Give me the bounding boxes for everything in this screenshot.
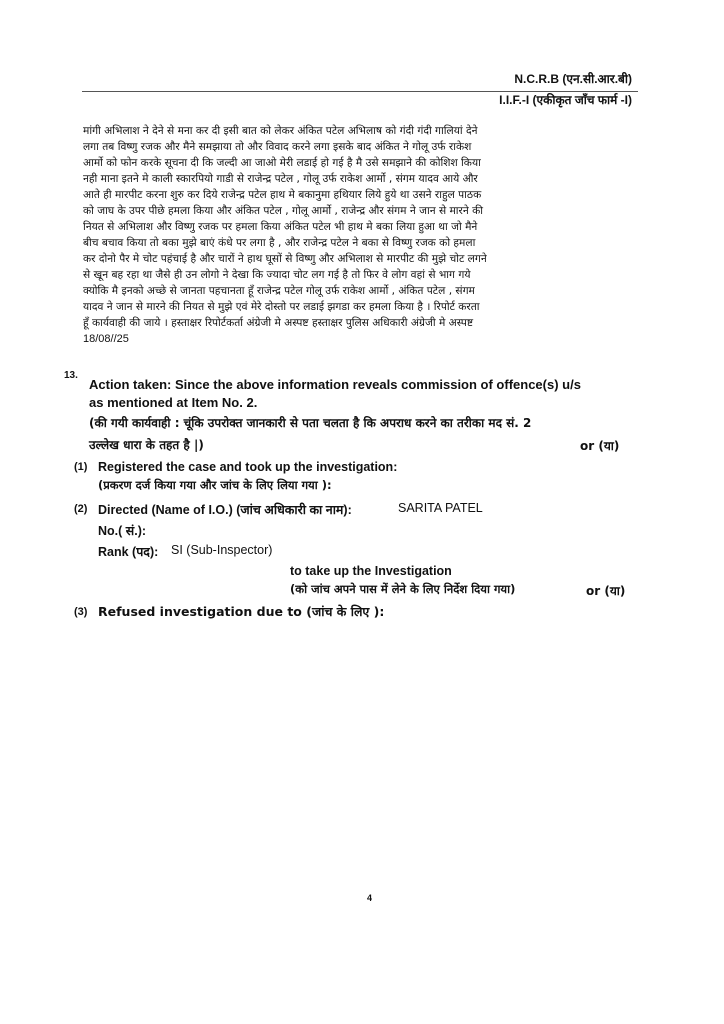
statement-line: बीच बचाव किया तो बका मुझे बाएं कंधे पर लगा है , और राजेन्द्र पटेल ने बका से विष्णु रजक को हमला bbox=[83, 237, 476, 249]
header-divider bbox=[82, 91, 638, 92]
statement-date: 18/08//25 bbox=[83, 333, 129, 345]
statement-line: से खून बह रहा था जैसे ही उन लोगो ने देखा कि ज्यादा चोट लग गई है तो फिर वे लोग वहां से भाग गये bbox=[83, 269, 471, 281]
or-label-2: or (या) bbox=[586, 584, 626, 598]
item-13-number: 13. bbox=[64, 370, 78, 381]
form-header-ncrb: N.C.R.B (एन.सी.आर.बी) bbox=[514, 72, 632, 86]
option-1-hindi: (प्रकरण दर्ज किया गया और जांच के लिए लिया गया ): bbox=[98, 478, 332, 492]
or-label: or (या) bbox=[580, 439, 620, 453]
statement-line: आर्मो को फोन करके सूचना दी कि जल्दी आ जाओ मेरी लडाई हो गई है मै उसे समझाने की कोशिश किया bbox=[83, 157, 481, 169]
option-2-number: (2) bbox=[74, 503, 88, 515]
statement-line: लगा तब विष्णु रजक और मैने समझाया तो और विवाद करने लगा इसके बाद अंकित ने गोलू उर्फ राकेश bbox=[83, 141, 472, 153]
option-3-label: Refused investigation due to (जांच के लिए ): bbox=[98, 604, 385, 619]
item-13-hindi-cont: उल्लेख धारा के तहत है |) bbox=[89, 438, 204, 452]
option-3-number: (3) bbox=[74, 606, 88, 618]
option-1-label: Registered the case and took up the investigation: bbox=[98, 460, 398, 474]
statement-line: कर दोनो पैर मे चोट पहंचाई है और चारों ने हाथ घूसों से विष्णु और अभिलाश से मारपीट की मुझे चोट लगने bbox=[83, 253, 487, 265]
statement-line: यादव ने जान से मारने की नियत से मुझे एवं मेरे दोस्तो पर लडाई झगडा कर हमला किया है । रिपोर्ट करता bbox=[83, 301, 480, 313]
directed-label: Directed (Name of I.O.) (जांच अधिकारी का नाम): bbox=[98, 503, 352, 517]
item-13-title: Action taken: Since the above information reveals commission of offence(s) u/s bbox=[89, 377, 581, 392]
rank-value: SI (Sub-Inspector) bbox=[171, 543, 273, 557]
io-name-value: SARITA PATEL bbox=[398, 501, 483, 515]
option-1-number: (1) bbox=[74, 461, 88, 473]
rank-label: Rank (पद): bbox=[98, 545, 159, 559]
take-up-label: to take up the Investigation bbox=[290, 564, 452, 578]
statement-line: मांगी अभिलाश ने देने से मना कर दी इसी बात को लेकर अंकित पटेल अभिलाष को गंदी गंदी गालियां देने bbox=[83, 125, 478, 137]
item-13-hindi: (की गयी कार्यवाही : चूंकि उपरोक्त जानकारी से पता चलता है कि अपराध करने का तरीका मद सं. 2 bbox=[89, 416, 532, 430]
take-up-hindi: (को जांच अपने पास में लेने के लिए निर्देश दिया गया) bbox=[290, 582, 516, 596]
statement-line: नियत से अभिलाश और विष्णु रजक पर हमला किया अंकित पटेल भी हाथ मे बका लिया हुआ था जो मैने bbox=[83, 221, 478, 233]
form-header-iif: I.I.F.-I (एकीकृत जाँच फार्म -I) bbox=[499, 93, 632, 107]
statement-line: को जाघ के उपर पीछे हमला किया और अंकित पटेल , गोलू आर्मो , राजेन्द्र और संगम ने जान से मारने की bbox=[83, 205, 484, 217]
statement-line: नही माना इतने मे काली स्कारपियो गाडी से राजेन्द्र पटेल , गोलू उर्फ राकेश आर्मो , संगम यादव आये और bbox=[83, 173, 478, 185]
item-13-title-cont: as mentioned at Item No. 2. bbox=[89, 395, 258, 410]
page-number: 4 bbox=[367, 893, 373, 903]
io-number-label: No.( सं.): bbox=[98, 524, 147, 538]
statement-line: हूँ कार्यवाही की जाये । हस्ताक्षर रिपोर्टकर्ता अंग्रेजी मे अस्पष्ट हस्ताक्षर पुलिस अधिकारी अंग्रेजी मे अस्पष्ट bbox=[83, 317, 474, 329]
statement-line: आते ही मारपीट करना शुरु कर दिये राजेन्द्र पटेल हाथ मे बकानुमा हथियार लिये हुये था उसने राहुल पाठक bbox=[83, 189, 482, 201]
statement-line: क्योकि मै इनको अच्छे से जानता पहचानता हूँ राजेन्द्र पटेल गोलू उर्फ राकेश आर्मो , अंकित पटेल , संगम bbox=[83, 285, 475, 297]
